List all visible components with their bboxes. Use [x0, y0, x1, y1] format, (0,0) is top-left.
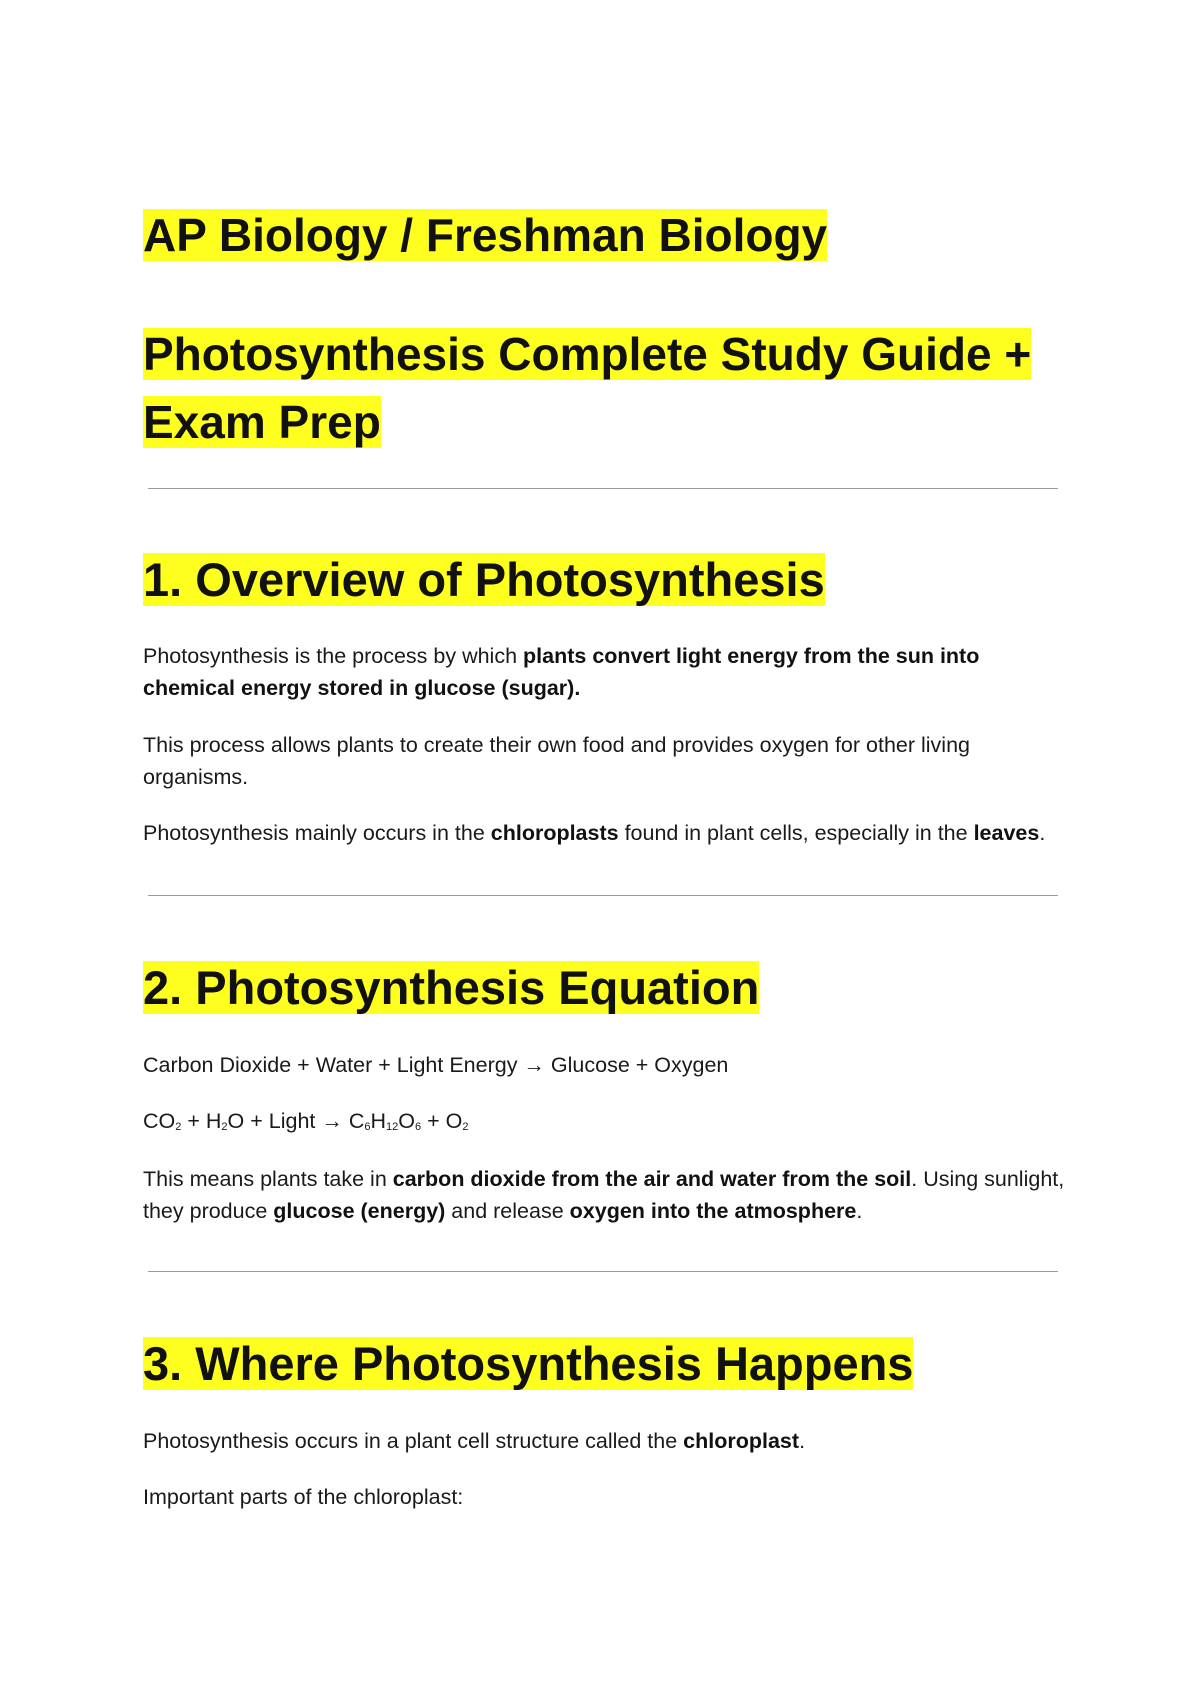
overview-p2-text: This process allows plants to create their own food and provides oxygen for other living organisms. [143, 733, 970, 789]
guide-title-text: Photosynthesis Complete Study Guide + Exam Prep [143, 328, 1032, 448]
overview-p3-text-a: Photosynthesis mainly occurs in the [143, 821, 491, 845]
chemical-equation [143, 1105, 1073, 1137]
divider [148, 488, 1058, 489]
equation-explanation [143, 1163, 1073, 1227]
section-heading-where [143, 1332, 913, 1396]
where-paragraph-1 [143, 1425, 1073, 1457]
word-equation-text: Carbon Dioxide + Water + Light Energy → Glucose + Oxygen [143, 1053, 729, 1077]
overview-p3-period: . [1039, 821, 1046, 845]
equation-expl-f: oxygen into the atmosphere [569, 1199, 857, 1223]
chem-o-light: O + Light → C [227, 1109, 365, 1133]
overview-p3-text-c: found in plant cells, especially in the [618, 821, 974, 845]
equation-expl-d: glucose (energy) [273, 1199, 446, 1223]
section-heading-where-text: 3. Where Photosynthesis Happens [143, 1337, 914, 1390]
equation-expl-e: and release [445, 1199, 570, 1223]
chem-h2-sub: 12 [386, 1121, 399, 1133]
chem-c-sub: 6 [364, 1121, 371, 1133]
equation-expl-a: This means plants take in [143, 1167, 393, 1191]
overview-p1-text: Photosynthesis is the process by which [143, 644, 524, 668]
chem-h: + H [181, 1109, 222, 1133]
overview-p1-bold: plants convert light energy from the sun into chemical energy stored in glucose (sugar). [143, 644, 980, 700]
chem-h2: H [370, 1109, 387, 1133]
course-title [143, 204, 827, 266]
overview-p3-chloroplasts: chloroplasts [490, 821, 619, 845]
overview-paragraph-1 [143, 640, 1013, 704]
overview-paragraph-3 [143, 817, 1073, 849]
chem-co-sub: 2 [175, 1121, 182, 1133]
section-heading-equation-text: 2. Photosynthesis Equation [143, 961, 760, 1014]
chem-h-sub: 2 [221, 1121, 228, 1133]
equation-expl-c: . Using sunlight, they produce [143, 1167, 1065, 1223]
where-p1-chloroplast: chloroplast [683, 1429, 800, 1453]
equation-expl-g: . [856, 1199, 863, 1223]
where-p2-text: Important parts of the chloroplast: [143, 1485, 464, 1509]
chem-o: O [398, 1109, 415, 1133]
overview-p3-leaves: leaves [973, 821, 1040, 845]
course-title-text: AP Biology / Freshman Biology [143, 209, 828, 261]
divider [148, 895, 1058, 896]
word-equation [143, 1049, 1073, 1081]
where-p1-period: . [799, 1429, 806, 1453]
chem-o2: + O [421, 1109, 463, 1133]
chem-o-sub: 6 [415, 1121, 422, 1133]
where-paragraph-2 [143, 1481, 1073, 1513]
chem-co: CO [143, 1109, 176, 1133]
divider [148, 1271, 1058, 1272]
chem-o2-sub: 2 [462, 1121, 469, 1133]
section-heading-overview-text: 1. Overview of Photosynthesis [143, 553, 825, 606]
equation-expl-b: carbon dioxide from the air and water from the soil [392, 1167, 912, 1191]
section-heading-overview [143, 548, 825, 612]
section-heading-equation [143, 956, 759, 1020]
where-p1-a: Photosynthesis occurs in a plant cell structure called the [143, 1429, 684, 1453]
overview-paragraph-2 [143, 729, 1013, 793]
guide-title [143, 320, 1063, 456]
